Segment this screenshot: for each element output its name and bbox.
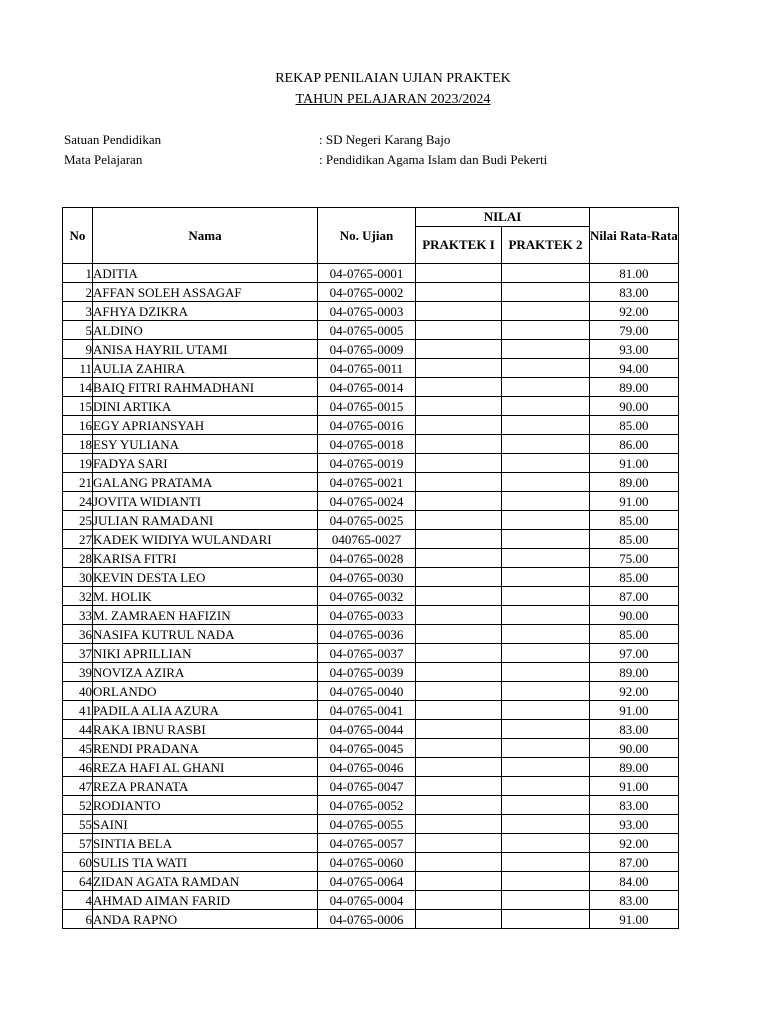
table-row <box>63 910 679 929</box>
cell-no-ujian: 04-0765-0030 <box>318 568 416 587</box>
table-row <box>63 834 679 853</box>
table-row <box>63 720 679 739</box>
cell-nilai-rata-rata: 93.00 <box>590 815 679 834</box>
cell-praktek-1 <box>416 872 502 891</box>
cell-nilai-rata-rata: 83.00 <box>590 283 679 302</box>
cell-praktek-1 <box>416 264 502 283</box>
grades-table <box>62 207 679 929</box>
table-row <box>63 435 679 454</box>
cell-nama: AFFAN SOLEH ASSAGAF <box>93 283 318 302</box>
cell-praktek-2 <box>502 283 590 302</box>
cell-nama: ORLANDO <box>93 682 318 701</box>
cell-praktek-1 <box>416 378 502 397</box>
document-subtitle: TAHUN PELAJARAN 2023/2024 <box>295 92 491 107</box>
cell-nilai-rata-rata: 92.00 <box>590 682 679 701</box>
header-no-ujian: No. Ujian <box>318 208 416 264</box>
cell-praktek-1 <box>416 910 502 929</box>
cell-no: 1 <box>63 264 93 283</box>
cell-nilai-rata-rata: 91.00 <box>590 701 679 720</box>
document-title: REKAP PENILAIAN UJIAN PRAKTEK <box>275 71 511 86</box>
cell-praktek-2 <box>502 340 590 359</box>
table-row <box>63 777 679 796</box>
cell-no-ujian: 04-0765-0037 <box>318 644 416 663</box>
cell-no-ujian: 04-0765-0044 <box>318 720 416 739</box>
cell-no: 28 <box>63 549 93 568</box>
table-row <box>63 492 679 511</box>
cell-praktek-1 <box>416 283 502 302</box>
cell-no-ujian: 04-0765-0045 <box>318 739 416 758</box>
cell-praktek-1 <box>416 302 502 321</box>
cell-praktek-2 <box>502 644 590 663</box>
cell-no-ujian: 04-0765-0024 <box>318 492 416 511</box>
cell-nilai-rata-rata: 91.00 <box>590 454 679 473</box>
cell-praktek-2 <box>502 435 590 454</box>
cell-nilai-rata-rata: 83.00 <box>590 891 679 910</box>
cell-no-ujian: 04-0765-0060 <box>318 853 416 872</box>
cell-nama: AHMAD AIMAN FARID <box>93 891 318 910</box>
cell-praktek-1 <box>416 758 502 777</box>
cell-praktek-2 <box>502 264 590 283</box>
header-no: No <box>63 208 93 264</box>
cell-nilai-rata-rata: 91.00 <box>590 492 679 511</box>
table-row <box>63 625 679 644</box>
cell-nama: NASIFA KUTRUL NADA <box>93 625 318 644</box>
table-row <box>63 663 679 682</box>
cell-nama: ALDINO <box>93 321 318 340</box>
cell-no-ujian: 04-0765-0005 <box>318 321 416 340</box>
cell-no-ujian: 04-0765-0052 <box>318 796 416 815</box>
cell-nilai-rata-rata: 85.00 <box>590 511 679 530</box>
cell-praktek-1 <box>416 834 502 853</box>
cell-praktek-1 <box>416 815 502 834</box>
cell-no-ujian: 04-0765-0036 <box>318 625 416 644</box>
cell-praktek-1 <box>416 796 502 815</box>
cell-praktek-1 <box>416 606 502 625</box>
cell-nilai-rata-rata: 79.00 <box>590 321 679 340</box>
cell-no-ujian: 04-0765-0033 <box>318 606 416 625</box>
cell-no: 16 <box>63 416 93 435</box>
cell-nama: ADITIA <box>93 264 318 283</box>
cell-nama: EGY APRIANSYAH <box>93 416 318 435</box>
cell-no-ujian: 04-0765-0021 <box>318 473 416 492</box>
cell-no-ujian: 04-0765-0028 <box>318 549 416 568</box>
cell-praktek-2 <box>502 910 590 929</box>
header-nama: Nama <box>93 208 318 264</box>
cell-nilai-rata-rata: 92.00 <box>590 302 679 321</box>
table-row <box>63 891 679 910</box>
cell-nama: SINTIA BELA <box>93 834 318 853</box>
cell-no: 41 <box>63 701 93 720</box>
cell-no-ujian: 04-0765-0002 <box>318 283 416 302</box>
cell-no: 64 <box>63 872 93 891</box>
cell-praktek-1 <box>416 853 502 872</box>
table-row <box>63 644 679 663</box>
cell-no-ujian: 04-0765-0041 <box>318 701 416 720</box>
cell-nilai-rata-rata: 85.00 <box>590 416 679 435</box>
header-nilai-rata-rata: Nilai Rata-Rata <box>590 208 679 264</box>
cell-praktek-1 <box>416 777 502 796</box>
cell-praktek-2 <box>502 739 590 758</box>
header-nilai: NILAI <box>416 208 590 227</box>
cell-nilai-rata-rata: 86.00 <box>590 435 679 454</box>
cell-no: 40 <box>63 682 93 701</box>
cell-no: 39 <box>63 663 93 682</box>
cell-nama: ESY YULIANA <box>93 435 318 454</box>
table-row <box>63 815 679 834</box>
cell-nilai-rata-rata: 89.00 <box>590 758 679 777</box>
cell-no: 15 <box>63 397 93 416</box>
meta-subject-label: Mata Pelajaran <box>64 152 143 167</box>
cell-praktek-1 <box>416 663 502 682</box>
cell-praktek-2 <box>502 872 590 891</box>
cell-nilai-rata-rata: 90.00 <box>590 739 679 758</box>
cell-nilai-rata-rata: 92.00 <box>590 834 679 853</box>
cell-no: 37 <box>63 644 93 663</box>
cell-no-ujian: 04-0765-0004 <box>318 891 416 910</box>
table-row <box>63 568 679 587</box>
cell-praktek-1 <box>416 397 502 416</box>
cell-nama: RAKA IBNU RASBI <box>93 720 318 739</box>
cell-praktek-2 <box>502 397 590 416</box>
cell-praktek-1 <box>416 549 502 568</box>
cell-no: 25 <box>63 511 93 530</box>
table-row <box>63 549 679 568</box>
cell-nama: SULIS TIA WATI <box>93 853 318 872</box>
table-row <box>63 853 679 872</box>
cell-nilai-rata-rata: 85.00 <box>590 530 679 549</box>
cell-praktek-2 <box>502 758 590 777</box>
cell-nama: KADEK WIDIYA WULANDARI <box>93 530 318 549</box>
cell-no: 27 <box>63 530 93 549</box>
cell-nilai-rata-rata: 93.00 <box>590 340 679 359</box>
cell-praktek-2 <box>502 454 590 473</box>
cell-no: 11 <box>63 359 93 378</box>
cell-no: 45 <box>63 739 93 758</box>
cell-no-ujian: 04-0765-0018 <box>318 435 416 454</box>
cell-nilai-rata-rata: 91.00 <box>590 777 679 796</box>
cell-nilai-rata-rata: 81.00 <box>590 264 679 283</box>
cell-praktek-2 <box>502 625 590 644</box>
cell-nilai-rata-rata: 85.00 <box>590 625 679 644</box>
cell-no-ujian: 04-0765-0001 <box>318 264 416 283</box>
table-row <box>63 739 679 758</box>
cell-praktek-2 <box>502 834 590 853</box>
table-row <box>63 530 679 549</box>
cell-nama: AULIA ZAHIRA <box>93 359 318 378</box>
table-row <box>63 378 679 397</box>
cell-no-ujian: 04-0765-0040 <box>318 682 416 701</box>
cell-no-ujian: 04-0765-0006 <box>318 910 416 929</box>
cell-no-ujian: 04-0765-0016 <box>318 416 416 435</box>
cell-praktek-2 <box>502 701 590 720</box>
cell-praktek-1 <box>416 587 502 606</box>
cell-nama: RODIANTO <box>93 796 318 815</box>
cell-nama: KARISA FITRI <box>93 549 318 568</box>
meta-school-value: : SD Negeri Karang Bajo <box>319 132 451 147</box>
cell-praktek-2 <box>502 568 590 587</box>
cell-no: 14 <box>63 378 93 397</box>
table-row <box>63 283 679 302</box>
cell-praktek-2 <box>502 796 590 815</box>
cell-no: 47 <box>63 777 93 796</box>
cell-nilai-rata-rata: 87.00 <box>590 587 679 606</box>
cell-no: 4 <box>63 891 93 910</box>
cell-nama: KEVIN DESTA LEO <box>93 568 318 587</box>
cell-praktek-1 <box>416 644 502 663</box>
cell-praktek-1 <box>416 511 502 530</box>
table-row <box>63 340 679 359</box>
table-row <box>63 682 679 701</box>
cell-praktek-1 <box>416 321 502 340</box>
table-row <box>63 701 679 720</box>
cell-no: 52 <box>63 796 93 815</box>
cell-no: 44 <box>63 720 93 739</box>
cell-nama: REZA HAFI AL GHANI <box>93 758 318 777</box>
cell-praktek-2 <box>502 530 590 549</box>
cell-nama: M. HOLIK <box>93 587 318 606</box>
cell-praktek-2 <box>502 606 590 625</box>
cell-no: 21 <box>63 473 93 492</box>
cell-no-ujian: 04-0765-0003 <box>318 302 416 321</box>
cell-nama: NIKI APRILLIAN <box>93 644 318 663</box>
cell-nilai-rata-rata: 85.00 <box>590 568 679 587</box>
cell-no-ujian: 04-0765-0019 <box>318 454 416 473</box>
table-row <box>63 302 679 321</box>
cell-praktek-2 <box>502 549 590 568</box>
cell-nilai-rata-rata: 89.00 <box>590 473 679 492</box>
header-praktek-1: PRAKTEK I <box>416 227 502 264</box>
cell-no: 24 <box>63 492 93 511</box>
cell-nilai-rata-rata: 83.00 <box>590 720 679 739</box>
cell-nama: DINI ARTIKA <box>93 397 318 416</box>
grades-table-body <box>63 264 679 929</box>
cell-praktek-2 <box>502 378 590 397</box>
cell-no-ujian: 04-0765-0046 <box>318 758 416 777</box>
cell-praktek-2 <box>502 321 590 340</box>
cell-nilai-rata-rata: 87.00 <box>590 853 679 872</box>
cell-praktek-2 <box>502 511 590 530</box>
cell-praktek-2 <box>502 302 590 321</box>
cell-nilai-rata-rata: 89.00 <box>590 663 679 682</box>
cell-no: 55 <box>63 815 93 834</box>
cell-nama: PADILA ALIA AZURA <box>93 701 318 720</box>
cell-nama: REZA PRANATA <box>93 777 318 796</box>
cell-no: 36 <box>63 625 93 644</box>
cell-no-ujian: 040765-0027 <box>318 530 416 549</box>
cell-praktek-1 <box>416 701 502 720</box>
cell-no-ujian: 04-0765-0011 <box>318 359 416 378</box>
table-row <box>63 321 679 340</box>
cell-praktek-1 <box>416 359 502 378</box>
cell-nama: RENDI PRADANA <box>93 739 318 758</box>
cell-praktek-2 <box>502 815 590 834</box>
cell-no: 18 <box>63 435 93 454</box>
cell-nama: M. ZAMRAEN HAFIZIN <box>93 606 318 625</box>
cell-praktek-2 <box>502 777 590 796</box>
table-row <box>63 872 679 891</box>
cell-nilai-rata-rata: 97.00 <box>590 644 679 663</box>
cell-no-ujian: 04-0765-0014 <box>318 378 416 397</box>
grades-table-header <box>63 208 679 264</box>
cell-nilai-rata-rata: 90.00 <box>590 606 679 625</box>
table-row <box>63 796 679 815</box>
cell-no-ujian: 04-0765-0064 <box>318 872 416 891</box>
cell-no-ujian: 04-0765-0055 <box>318 815 416 834</box>
cell-no: 60 <box>63 853 93 872</box>
cell-praktek-1 <box>416 530 502 549</box>
cell-nama: SAINI <box>93 815 318 834</box>
cell-no: 3 <box>63 302 93 321</box>
cell-no: 30 <box>63 568 93 587</box>
cell-praktek-2 <box>502 720 590 739</box>
table-row <box>63 473 679 492</box>
table-row <box>63 606 679 625</box>
table-row <box>63 587 679 606</box>
meta-subject-value: : Pendidikan Agama Islam dan Budi Pekerti <box>319 152 548 167</box>
cell-nama: ANDA RAPNO <box>93 910 318 929</box>
cell-no: 6 <box>63 910 93 929</box>
cell-praktek-1 <box>416 720 502 739</box>
cell-no-ujian: 04-0765-0032 <box>318 587 416 606</box>
meta-school-label: Satuan Pendidikan <box>64 132 162 147</box>
cell-no: 32 <box>63 587 93 606</box>
table-row <box>63 264 679 283</box>
cell-praktek-2 <box>502 492 590 511</box>
cell-no: 9 <box>63 340 93 359</box>
cell-nama: JULIAN RAMADANI <box>93 511 318 530</box>
cell-nilai-rata-rata: 84.00 <box>590 872 679 891</box>
cell-no: 2 <box>63 283 93 302</box>
cell-praktek-2 <box>502 587 590 606</box>
cell-no-ujian: 04-0765-0057 <box>318 834 416 853</box>
cell-nama: GALANG PRATAMA <box>93 473 318 492</box>
cell-nilai-rata-rata: 89.00 <box>590 378 679 397</box>
cell-praktek-1 <box>416 340 502 359</box>
cell-no: 46 <box>63 758 93 777</box>
cell-praktek-1 <box>416 891 502 910</box>
cell-no: 33 <box>63 606 93 625</box>
cell-nama: NOVIZA AZIRA <box>93 663 318 682</box>
table-row <box>63 454 679 473</box>
cell-nama: FADYA SARI <box>93 454 318 473</box>
cell-praktek-2 <box>502 473 590 492</box>
cell-praktek-2 <box>502 682 590 701</box>
cell-praktek-1 <box>416 739 502 758</box>
cell-nama: ANISA HAYRIL UTAMI <box>93 340 318 359</box>
cell-praktek-1 <box>416 435 502 454</box>
header-praktek-2: PRAKTEK 2 <box>502 227 590 264</box>
cell-praktek-1 <box>416 492 502 511</box>
cell-praktek-1 <box>416 625 502 644</box>
cell-no-ujian: 04-0765-0009 <box>318 340 416 359</box>
cell-praktek-1 <box>416 473 502 492</box>
table-row <box>63 511 679 530</box>
cell-no: 5 <box>63 321 93 340</box>
cell-nilai-rata-rata: 90.00 <box>590 397 679 416</box>
cell-nilai-rata-rata: 94.00 <box>590 359 679 378</box>
table-row <box>63 359 679 378</box>
cell-nilai-rata-rata: 91.00 <box>590 910 679 929</box>
cell-no-ujian: 04-0765-0015 <box>318 397 416 416</box>
cell-praktek-1 <box>416 568 502 587</box>
cell-no: 57 <box>63 834 93 853</box>
cell-nilai-rata-rata: 75.00 <box>590 549 679 568</box>
cell-praktek-1 <box>416 416 502 435</box>
cell-nama: JOVITA WIDIANTI <box>93 492 318 511</box>
cell-praktek-2 <box>502 663 590 682</box>
cell-praktek-1 <box>416 454 502 473</box>
table-row <box>63 758 679 777</box>
cell-praktek-1 <box>416 682 502 701</box>
cell-nilai-rata-rata: 83.00 <box>590 796 679 815</box>
cell-nama: ZIDAN AGATA RAMDAN <box>93 872 318 891</box>
cell-praktek-2 <box>502 891 590 910</box>
cell-praktek-2 <box>502 359 590 378</box>
cell-praktek-2 <box>502 416 590 435</box>
cell-no-ujian: 04-0765-0047 <box>318 777 416 796</box>
cell-nama: AFHYA DZIKRA <box>93 302 318 321</box>
table-row <box>63 397 679 416</box>
cell-nama: BAIQ FITRI RAHMADHANI <box>93 378 318 397</box>
table-row <box>63 416 679 435</box>
cell-no-ujian: 04-0765-0039 <box>318 663 416 682</box>
cell-no-ujian: 04-0765-0025 <box>318 511 416 530</box>
cell-praktek-2 <box>502 853 590 872</box>
cell-no: 19 <box>63 454 93 473</box>
